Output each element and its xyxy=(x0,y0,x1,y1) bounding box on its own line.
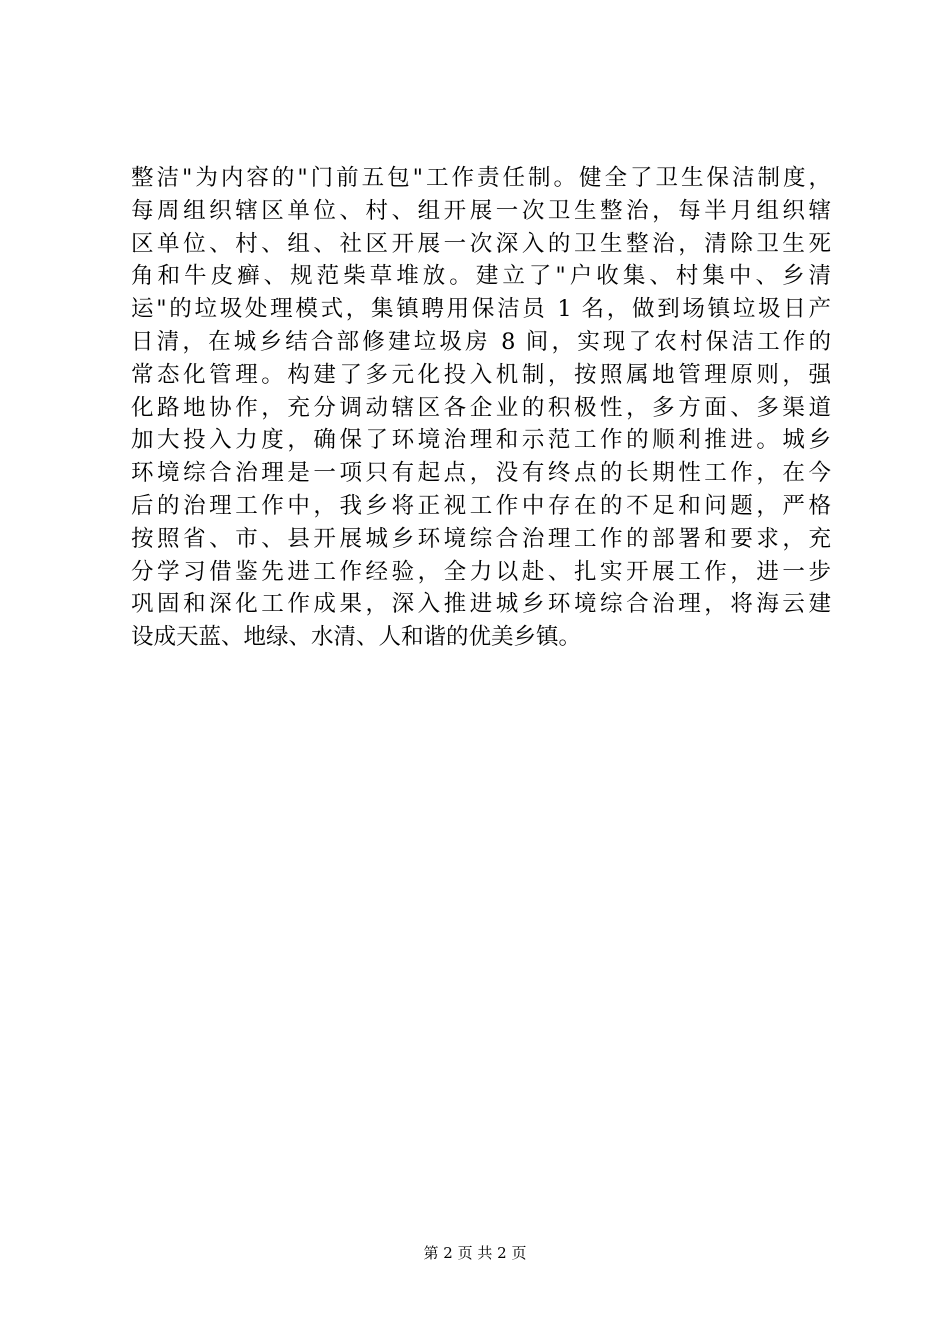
text-line: 按照省、市、县开展城乡环境综合治理工作的部署和要求，充 xyxy=(131,525,831,552)
text-line: 环境综合治理是一项只有起点，没有终点的长期性工作，在今 xyxy=(131,460,831,487)
text-line: 整洁"为内容的"门前五包"工作责任制。健全了卫生保洁制度， xyxy=(131,165,831,191)
text-line: 加大投入力度，确保了环境治理和示范工作的顺利推进。城乡 xyxy=(131,427,831,454)
text-line: 巩固和深化工作成果，深入推进城乡环境综合治理，将海云建 xyxy=(131,591,831,618)
text-line: 分学习借鉴先进工作经验，全力以赴、扎实开展工作，进一步 xyxy=(131,558,831,585)
text-line: 设成天蓝、地绿、水清、人和谐的优美乡镇。 xyxy=(131,624,582,651)
body-paragraph xyxy=(131,162,831,654)
text-line: 常态化管理。构建了多元化投入机制，按照属地管理原则，强 xyxy=(131,361,831,388)
text-line: 角和牛皮癣、规范柴草堆放。建立了"户收集、村集中、乡清 xyxy=(131,263,831,290)
page-number-footer: 第 2 页 共 2 页 xyxy=(423,1244,527,1262)
text-line: 化路地协作，充分调动辖区各企业的积极性，多方面、多渠道 xyxy=(131,394,831,421)
text-line: 后的治理工作中，我乡将正视工作中存在的不足和问题，严格 xyxy=(131,492,831,519)
text-line: 日清，在城乡结合部修建垃圾房 8 间，实现了农村保洁工作的 xyxy=(131,328,831,355)
text-line: 区单位、村、组、社区开展一次深入的卫生整治，清除卫生死 xyxy=(131,230,831,257)
text-line: 每周组织辖区单位、村、组开展一次卫生整治，每半月组织辖 xyxy=(131,197,831,224)
text-line: 运"的垃圾处理模式，集镇聘用保洁员 1 名，做到场镇垃圾日产 xyxy=(131,296,831,323)
